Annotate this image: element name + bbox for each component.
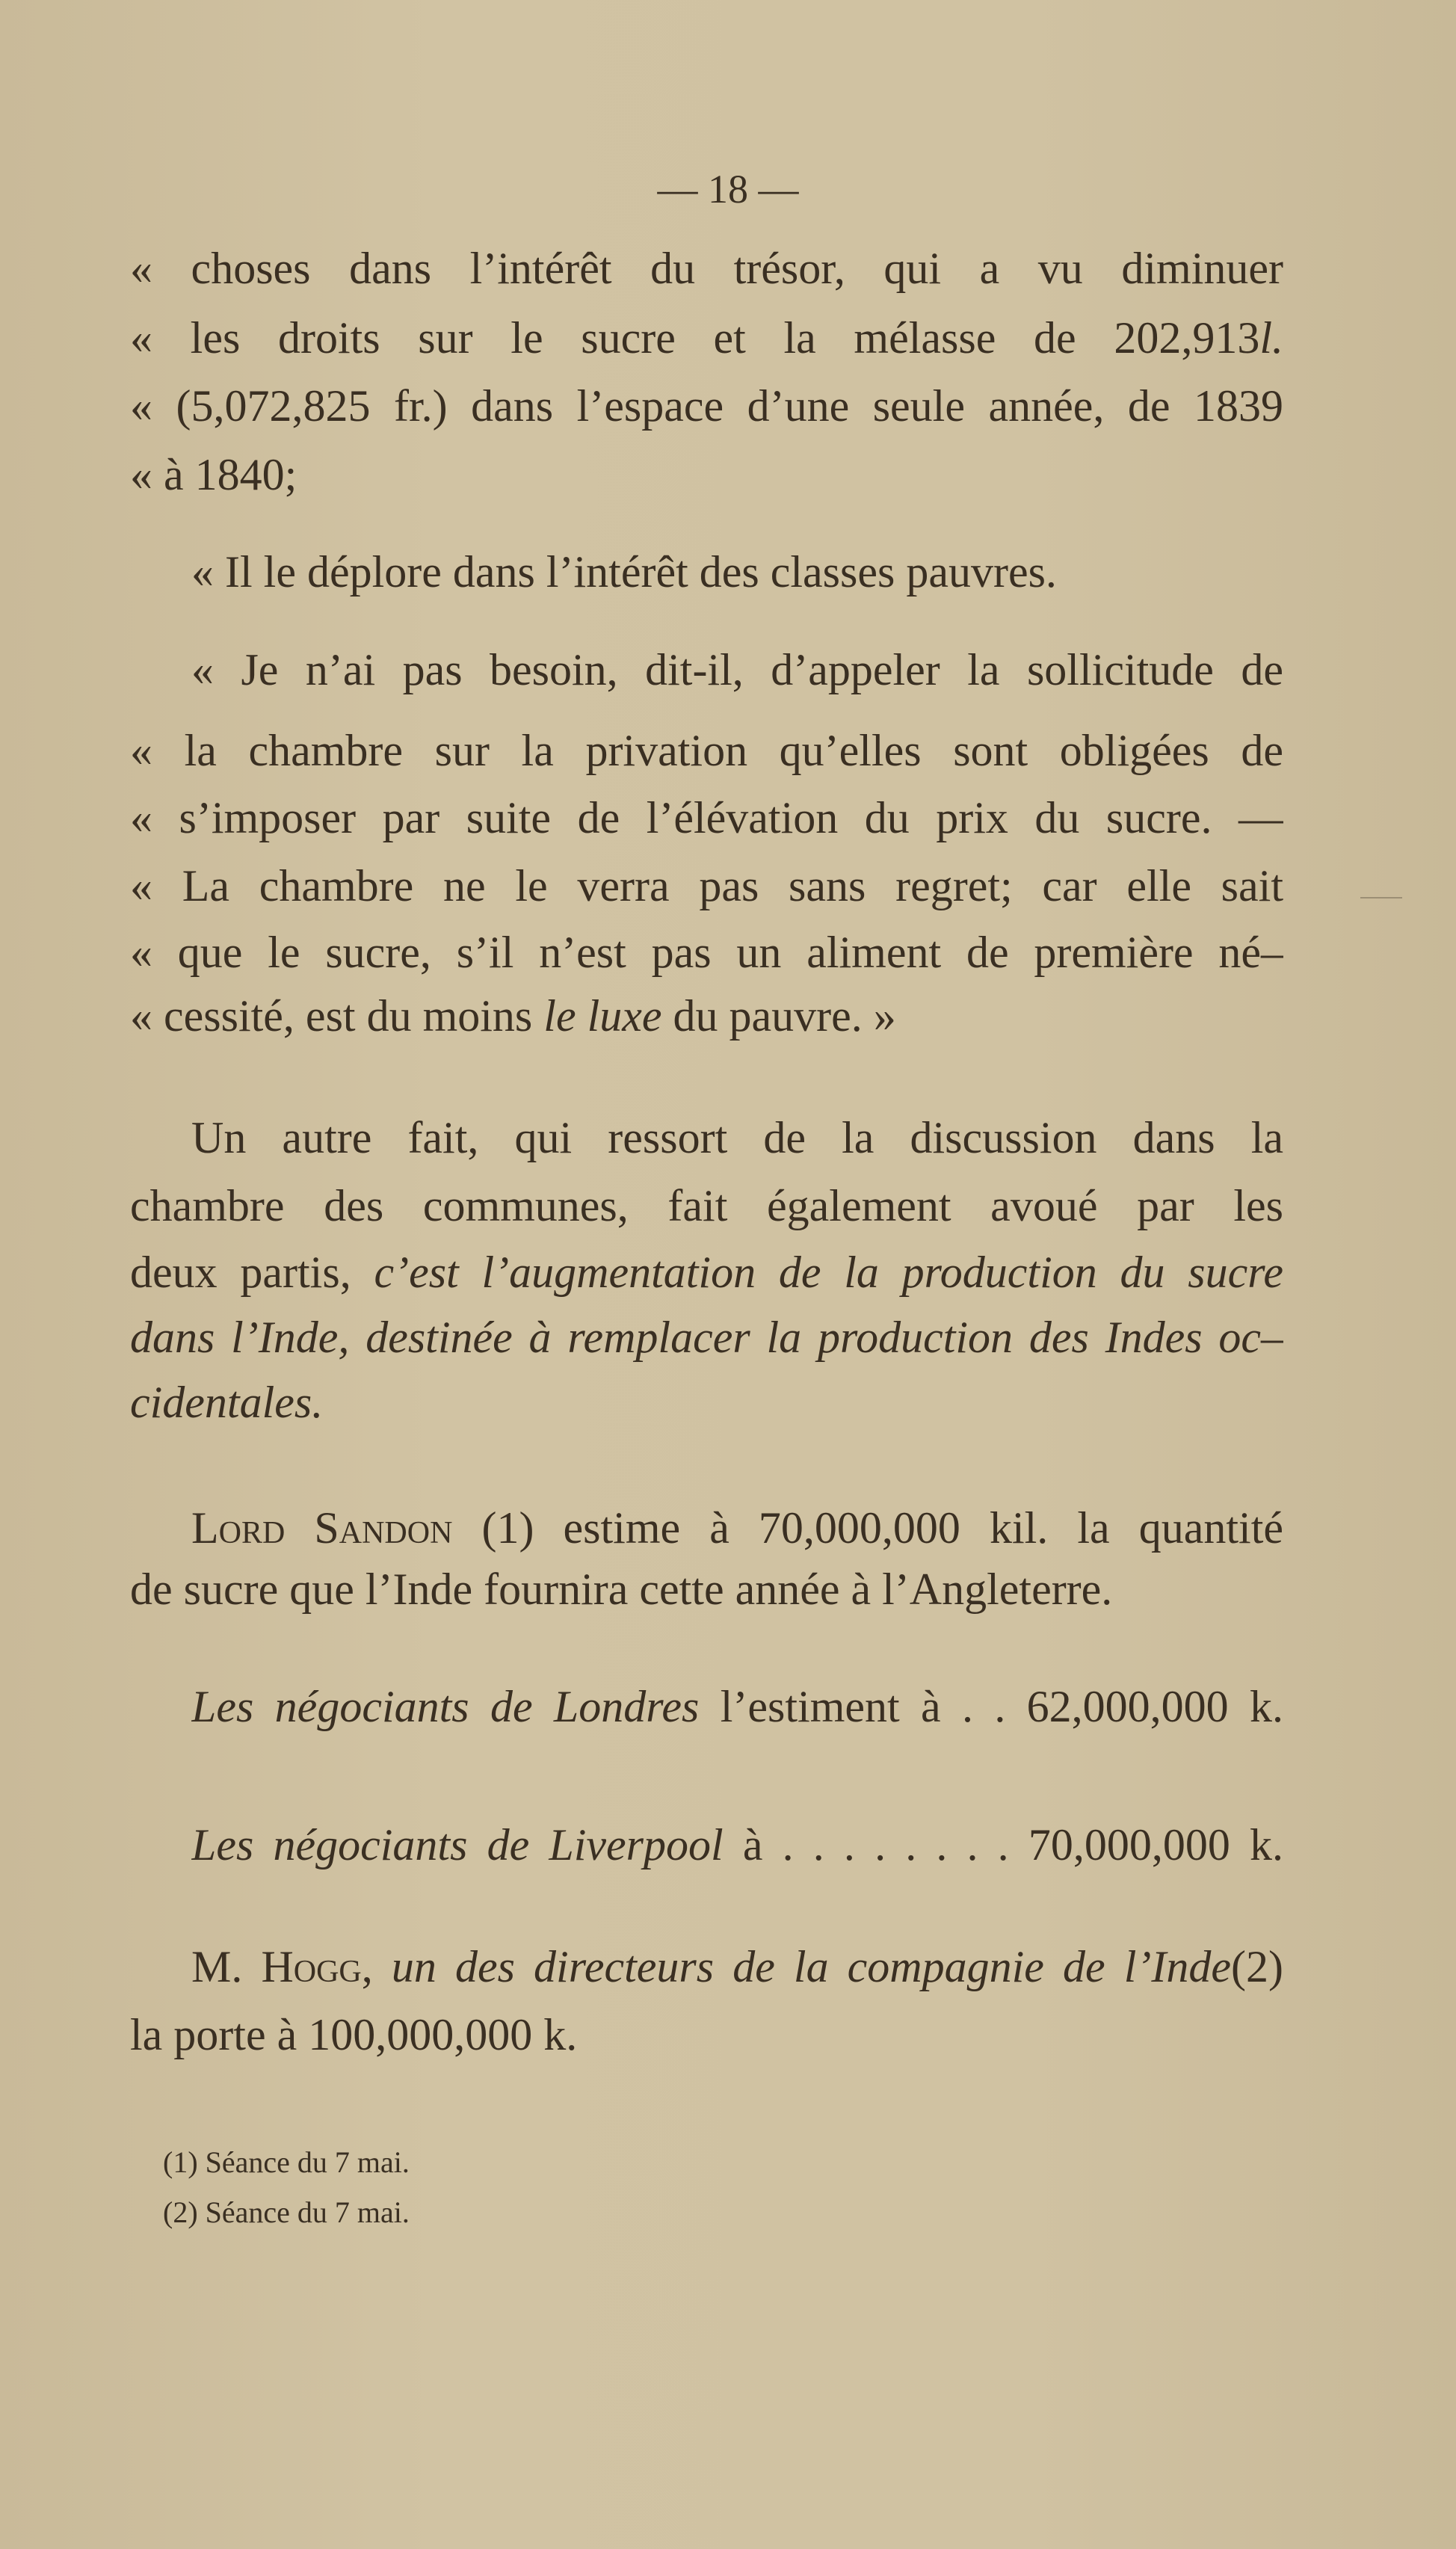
text-line: [130, 312, 1283, 364]
text-segment: « choses dans l’intérêt du trésor, qui a vu diminuer: [130, 244, 1283, 293]
text-line: [130, 380, 1283, 432]
text-line: [191, 1680, 1283, 1733]
text-segment: « les droits sur le sucre et la mélasse de 202,913: [130, 313, 1260, 363]
text-line: [130, 242, 1283, 295]
text-line: [130, 1246, 1283, 1298]
text-line: [130, 926, 1283, 978]
text-line: [130, 1180, 1283, 1232]
text-segment: ,: [361, 1942, 392, 1991]
small-caps-name: Lord Sandon: [191, 1503, 453, 1553]
text-line: [130, 792, 1283, 844]
text-line: [191, 1502, 1283, 1554]
page-number: — 18 —: [657, 167, 799, 212]
text-segment: Un autre fait, qui ressort de la discussion dans la: [191, 1113, 1283, 1162]
text-line: [191, 1941, 1283, 1993]
italic-text: le luxe: [543, 991, 662, 1041]
footnote-2: (2) Séance du 7 mai.: [163, 2195, 410, 2229]
text-line: [191, 1112, 1283, 1164]
text-segment: « la chambre sur la privation qu’elles sont obligées de: [130, 726, 1283, 775]
text-segment: « s’imposer par suite de l’élévation du prix du sucre. —: [130, 793, 1283, 842]
footnote-1: (1) Séance du 7 mai.: [163, 2145, 410, 2179]
text-segment: (2): [1231, 1942, 1283, 1991]
text-segment: l’estiment à . . 62,000,000 k.: [699, 1682, 1283, 1731]
text-segment: « Je n’ai pas besoin, dit-il, d’appeler la sollicitude de: [191, 645, 1283, 694]
margin-mark: [1360, 897, 1402, 899]
text-segment: à . . . . . . . . 70,000,000 k.: [723, 1820, 1283, 1870]
text-line: [191, 1819, 1283, 1871]
text-line: [130, 860, 1283, 912]
text-line: [130, 990, 1283, 1042]
text-segment: (1) estime à 70,000,000 kil. la quantité: [452, 1503, 1283, 1553]
text-line: [130, 1376, 1283, 1428]
italic-text: l.: [1259, 313, 1283, 363]
italic-text: c’est l’augmentation de la production du sucre: [374, 1248, 1283, 1297]
italic-text: dans l’Inde, destinée à remplacer la production des Indes oc–: [130, 1313, 1283, 1362]
text-segment: deux partis,: [130, 1248, 374, 1297]
italic-text: un des directeurs de la compagnie de l’Inde: [391, 1942, 1232, 1991]
text-segment: de sucre que l’Inde fournira cette année à l’Angleterre.: [130, 1565, 1113, 1614]
text-line: [191, 546, 1283, 598]
text-line: [130, 1311, 1283, 1363]
text-segment: la porte à 100,000,000 k.: [130, 2010, 578, 2059]
italic-text: Les négociants de Londres: [191, 1682, 700, 1731]
text-segment: « à 1840;: [130, 450, 297, 499]
italic-text: cidentales.: [130, 1378, 324, 1427]
text-line: [130, 2009, 1283, 2061]
text-segment: du pauvre. »: [661, 991, 896, 1041]
text-segment: chambre des communes, fait également avoué par les: [130, 1181, 1283, 1230]
text-segment: « Il le déplore dans l’intérêt des classes pauvres.: [191, 547, 1057, 597]
small-caps-name: M. Hogg: [191, 1942, 362, 1991]
text-line: [130, 449, 1283, 501]
text-segment: « (5,072,825 fr.) dans l’espace d’une seule année, de 1839: [130, 381, 1283, 431]
text-segment: « que le sucre, s’il n’est pas un aliment de première né–: [130, 928, 1283, 977]
text-line: [191, 644, 1283, 696]
text-line: [130, 724, 1283, 777]
text-segment: « cessité, est du moins: [130, 991, 544, 1041]
italic-text: Les négociants de Liverpool: [191, 1820, 724, 1870]
text-line: [130, 1563, 1283, 1615]
text-segment: « La chambre ne le verra pas sans regret; car elle sait: [130, 861, 1283, 910]
